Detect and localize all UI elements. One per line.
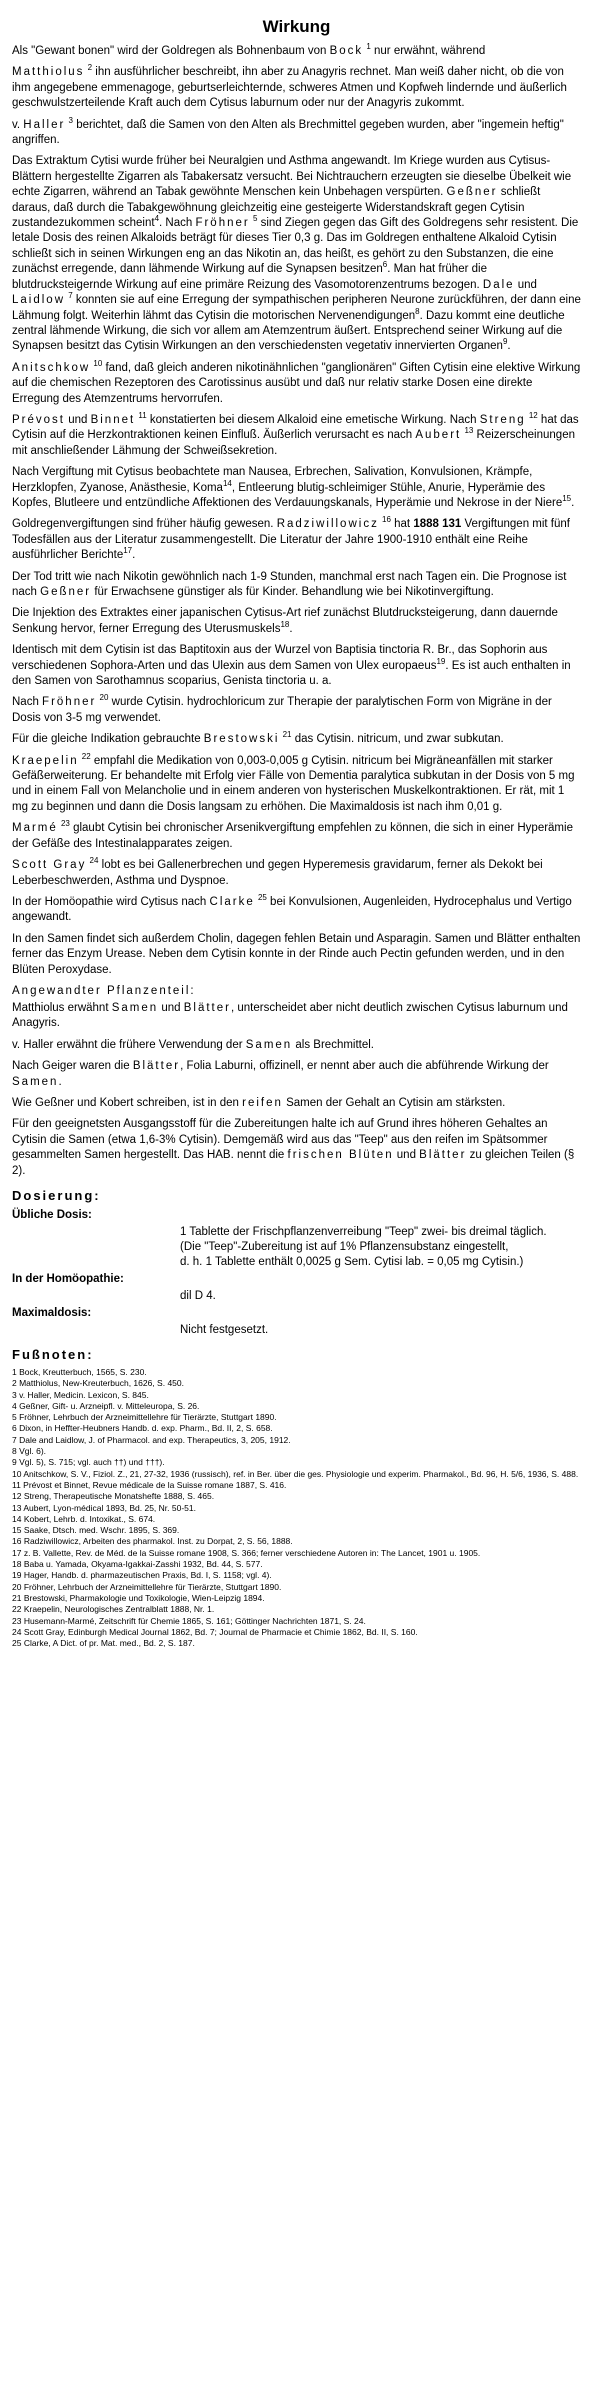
text-run: . bbox=[58, 1075, 62, 1088]
paragraph bbox=[12, 643, 581, 689]
text-run: . Es ist auch enthalten in den Samen von Sarothamnus scoparius, Genista tinctoria u. a. bbox=[12, 659, 571, 688]
paragraph bbox=[12, 115, 581, 149]
footnote-ref: 11 bbox=[138, 411, 147, 421]
footnote: 4 Geßner, Gift- u. Arzneipfl. v. Mitteleuropa, S. 26. bbox=[12, 1400, 200, 1411]
homeo-value: dil D 4. bbox=[180, 1290, 216, 1302]
text-run: . bbox=[132, 549, 136, 562]
paragraph bbox=[12, 732, 581, 747]
paragraph bbox=[12, 44, 581, 59]
footnote-ref: 12 bbox=[528, 411, 538, 421]
text-run: . bbox=[289, 622, 293, 635]
text-run: glaubt Cytisin bei chronischer Arsenikvergiftung empfehlen zu können, die sich in einer Hyperämie der Gefäße des Intestinalapparates zeigen. bbox=[12, 822, 573, 850]
footnote-ref: 9 bbox=[502, 337, 508, 347]
homeo-block bbox=[12, 1272, 581, 1287]
text-run: Das Extraktum Cytisi wurde früher bei Neuralgien und Asthma angewandt. Im Kriege wurden aus Cytisus-Blättern hergestellte Zigarren als Tabakersatz versucht. Bei Nichtrauchern erzeugten sie dieselbe Übelkeit wie echte Zigarren, während an Tabak gewöhnte Menschen kein Unbehagen verspürten. bbox=[12, 155, 572, 199]
footnote-ref: 20 bbox=[99, 693, 109, 703]
text-run: Vergiftungen mit fünf Todesfällen aus der Literatur zusammengestellt. Die Literatur der Jahre 1900-1910 enthält eine Reihe ausführlicher Berichte bbox=[12, 518, 570, 562]
usual-dose-label: Übliche Dosis: bbox=[12, 1209, 92, 1221]
text-run: . bbox=[571, 496, 575, 509]
text-run: . bbox=[507, 340, 511, 353]
main-text bbox=[12, 44, 581, 978]
maxdose-label: Maximaldosis: bbox=[12, 1307, 92, 1319]
usual-dose-line: 1 Tablette der Frischpflanzenverreibung "Teep" zwei- bis dreimal täglich. bbox=[180, 1226, 547, 1238]
footnote: 5 Fröhner, Lehrbuch der Arzneimittellehre für Tierärzte, Stuttgart 1890. bbox=[12, 1412, 277, 1423]
footnote: 7 Dale and Laidlow, J. of Pharmacol. and exp. Therapeutics, 3, 205, 1912. bbox=[12, 1434, 291, 1445]
text-run: Für den geeignetsten Ausgangsstoff für die Zubereitungen halte ich auf Grund ihres höheren Gehaltes an Cytisin die Samen (etwa 1,6-3% Cytisin). Demgemäß wird aus das "Teep" aus den reifen im Spätsommer gesammelten Samen hergestellt. Das HAB. nennt die bbox=[12, 1118, 548, 1162]
footnote: 18 Baba u. Yamada, Okyama-Igakkai-Zasshi 1932, Bd. 44, S. 577. bbox=[12, 1559, 263, 1570]
paragraph bbox=[12, 517, 581, 563]
footnote-ref: 6 bbox=[382, 260, 388, 270]
author-name: Brestowski bbox=[203, 733, 280, 746]
text-run: Für die gleiche Indikation gebrauchte bbox=[12, 733, 204, 746]
paragraph bbox=[12, 932, 581, 978]
paragraph bbox=[12, 1001, 581, 1032]
footnote: 23 Husemann-Marmé, Zeitschrift für Chemie 1865, S. 161; Göttinger Nachrichten 1871, S. 24. bbox=[12, 1615, 366, 1626]
paragraph bbox=[12, 570, 581, 601]
paragraph bbox=[12, 858, 581, 889]
text-run: . Dazu kommt eine deutliche zentral lähmende Wirkung, die sich vor allem am Atemzentrum äußert. Entsprechend seiner Wirkung auf die Synapsen besitzt das Cytisin Wirkungen an den verschiedensten vegetativ innervierten Organen bbox=[12, 309, 565, 353]
text-run: In der Homöopathie wird Cytisus nach bbox=[12, 895, 210, 908]
footnote-ref: 2 bbox=[87, 63, 93, 73]
author-name: Radziwillowicz bbox=[276, 518, 379, 531]
author-name: Geßner bbox=[446, 186, 498, 199]
footnote: 15 Saake, Dtsch. med. Wschr. 1895, S. 369. bbox=[12, 1525, 180, 1536]
paragraph bbox=[12, 1096, 581, 1111]
usual-dose-line: d. h. 1 Tablette enthält 0,0025 g Sem. Cytisi lab. = 0,05 mg Cytisin.) bbox=[180, 1256, 524, 1268]
text-run: empfahl die Medikation von 0,003-0,005 g Cytisin. nitricum bei Migräneanfällen mit starker Gefäßerweiterung. Er behandelte mit Erfolg vier Fälle von Dementia paralytica subkutan in der Dosis von 5 mg und in einem Fall von Melancholie und in einem anderen von hysterischen Muskelkontraktionen. Er rät, mit 1 mg zu beginnen und dann die Dosis langsam zu erhöhen. Die Maximaldosis ist nach ihm 0,01 g. bbox=[12, 754, 575, 813]
footnote-ref: 16 bbox=[382, 515, 391, 525]
paragraph bbox=[12, 1038, 581, 1053]
paragraph bbox=[12, 358, 581, 407]
text-run: konstatierten bei diesem Alkaloid eine emetische Wirkung. Nach bbox=[146, 413, 480, 426]
text-run: und bbox=[514, 278, 537, 291]
paragraph bbox=[12, 413, 581, 459]
author-name: Bock bbox=[329, 45, 364, 57]
paragraph bbox=[12, 1117, 581, 1179]
applied-text bbox=[12, 1001, 581, 1179]
footnote: 25 Clarke, A Dict. of pr. Mat. med., Bd. 2, S. 187. bbox=[12, 1638, 195, 1649]
usual-dose-line: (Die "Teep"-Zubereitung ist auf 1% Pflanzensubstanz eingestellt, bbox=[180, 1241, 509, 1253]
footnote: 1 Bock, Kreutterbuch, 1565, S. 230. bbox=[12, 1367, 147, 1377]
text-run: fand, daß gleich anderen nikotinähnlichen "ganglionären" Giften Cytisin eine elektive Wirkung auf die chemischen Rezeptoren des Carotissinus ausübt und daß nur relativ starke Dosen eine direkte Erregung des Atemzentrums hervorrufen. bbox=[12, 361, 581, 405]
footnote: 12 Streng, Therapeutische Monatshefte 1888, S. 465. bbox=[12, 1491, 215, 1502]
footnote-ref: 10 bbox=[93, 358, 103, 368]
text-run: In den Samen findet sich außerdem Cholin, dagegen fehlen Betain und Asparagin. Samen und Blätter enthalten ferner das Enzym Urease. Neben dem Cytisin konnte in der Rinde auch Pectin gefunden werden, und in den Blüten Peroxydase. bbox=[12, 932, 581, 976]
text-run: Nach Vergiftung mit Cytisus beobachtete man Nausea, Erbrechen, Salivation, Konvulsionen, Krämpfe, Herzklopfen, Zyanose, Anästhesie, Koma bbox=[12, 466, 533, 494]
text-run: Reizerscheinungen mit anschließender Lähmung der Schweißsekretion. bbox=[12, 429, 575, 457]
maxdose-value-block bbox=[12, 1323, 581, 1338]
maxdose-value: Nicht festgesetzt. bbox=[180, 1324, 269, 1336]
text-run: , Entleerung blutig-schleimiger Stühle, Anurie, Hyperämie des Kopfes, Blutleere und entzündliche Affektionen des Verdauungskanals, Hyperämie und Nekrose in der Niere bbox=[12, 481, 563, 509]
text-run: ihn ausführlicher beschreibt, ihn aber zu Anagyris rechnet. Man weiß daher nicht, ob die von ihm angegebene emmenagoge, geburtserleichternde, schweres Atmen und Kopfweh lindernde und äußerlich geschwulstzerteilende Kraft auch dem Cytisus laburnum oder nur der Anagyris zukommt. bbox=[12, 66, 567, 110]
text-run: 1888 bbox=[413, 518, 439, 531]
text-run: schließt daraus, daß durch die Tabakgewöhnung gleichzeitig eine gesteigerte Widerstandskraft gegen Cytisin zustandezukommen scheint bbox=[12, 186, 541, 230]
paragraph bbox=[12, 821, 581, 852]
paragraph bbox=[12, 1059, 581, 1090]
footnote-ref: 13 bbox=[464, 426, 474, 436]
author-name: Prévost bbox=[12, 413, 65, 426]
text-run: Matthiolus erwähnt bbox=[12, 1001, 112, 1014]
footnote: 24 Scott Gray, Edinburgh Medical Journal 1862, Bd. 7; Journal de Pharmacie et Chimie 1862, Bd. II, S. 160. bbox=[12, 1626, 418, 1637]
paragraph bbox=[12, 606, 581, 637]
text-run: als Brechmittel. bbox=[292, 1038, 375, 1051]
footnote-ref: 14 bbox=[222, 478, 232, 488]
footnote-ref: 7 bbox=[68, 291, 73, 301]
footnote-ref: 3 bbox=[68, 115, 73, 125]
paragraph bbox=[12, 65, 581, 111]
author-name: Samen bbox=[12, 1075, 59, 1088]
text-run: Als "Gewant bonen" wird der Goldregen als Bohnenbaum von bbox=[12, 45, 330, 57]
paragraph bbox=[12, 695, 581, 726]
text-run: Goldregenvergiftungen sind früher häufig gewesen. bbox=[12, 518, 277, 531]
footnote: 16 Radziwillowicz, Arbeiten des pharmakol. Inst. zu Dorpat, 2, S. 56, 1888. bbox=[12, 1536, 293, 1547]
text-run: konnten sie auf eine Erregung der sympathischen peripheren Neurone zurückführen, der dann eine Lähmung folgt. Weiterhin lähmt das Cytisin die motorischen Nervenendigungen bbox=[12, 294, 581, 322]
footnote: 11 Prévost et Binnet, Revue médicale de la Suisse romane 1887, S. 416. bbox=[12, 1479, 287, 1490]
paragraph bbox=[12, 895, 581, 926]
text-run: , Folia Laburni, offizinell, er nennt aber auch die abführende Wirkung der bbox=[180, 1060, 549, 1073]
text-run: , unterscheidet aber nicht deutlich zwischen Cytisus laburnum und Anagyris. bbox=[12, 1001, 568, 1030]
footnote: 17 z. B. Vallette, Rev. de Méd. de la Suisse romane 1908, S. 366; ferner verschiedene Autoren in: The Lancet, 1901 u. 1905. bbox=[12, 1547, 481, 1558]
author-name: Fröhner bbox=[195, 217, 250, 230]
footnote-ref: 19 bbox=[436, 656, 446, 666]
text-run: Identisch mit dem Cytisin ist das Baptitoxin aus der Wurzel von Baptisia tinctoria R. Br., das Sophorin aus verschiedenen Sophora-Arten und das Ulexin aus dem Samen von Ulex europaeus bbox=[12, 644, 548, 672]
text-run: v. Haller erwähnt die frühere Verwendung der bbox=[12, 1038, 246, 1051]
paragraph bbox=[12, 465, 581, 511]
author-name: Streng bbox=[479, 413, 526, 426]
author-name: Clarke bbox=[209, 895, 255, 908]
author-name: Laidlow bbox=[12, 294, 65, 307]
text-run: das Cytisin. nitricum, und zwar subkutan. bbox=[291, 733, 504, 746]
paragraph bbox=[12, 751, 581, 816]
text-run: sind Ziegen gegen das Gift des Goldregens sehr resistent. Die letale Dosis des reinen Alkaloids beträgt für dieses Tier 0,3 g. Das im Goldregen enthaltene Alkaloid Cytisin schließt sich in seinen Wirkungen eng an das Nikotin an, das heißt, es gehört zu den Substanzen, die eine zunächst erregende, dann lähmende Wirkung auf die Synapsen besitzen bbox=[12, 217, 579, 276]
text-run: Nach bbox=[12, 696, 43, 709]
footnote-ref: 25 bbox=[257, 893, 267, 903]
text-run: hat bbox=[390, 518, 414, 531]
text-run: berichtet, daß die Samen von den Alten als Brechmittel gegeben wurden, aber "ingemein heftig" angriffen. bbox=[12, 118, 564, 147]
footnote: 3 v. Haller, Medicin. Lexicon, S. 845. bbox=[12, 1389, 149, 1400]
paragraph bbox=[12, 154, 581, 354]
usual-dose-text-block bbox=[12, 1225, 581, 1270]
text-run: Samen der Gehalt an Cytisin am stärksten. bbox=[282, 1096, 506, 1109]
footnote: 14 Kobert, Lehrb. d. Intoxikat., S. 674. bbox=[12, 1513, 156, 1524]
text-run: 131 bbox=[442, 518, 462, 531]
maxdose-block bbox=[12, 1306, 581, 1321]
footnote: 2 Matthiolus, New-Kreuterbuch, 1626, S. 450. bbox=[12, 1378, 184, 1389]
author-name: Samen bbox=[111, 1001, 159, 1014]
author-name: Geßner bbox=[40, 586, 92, 598]
text-run: Nach Geiger waren die bbox=[12, 1060, 133, 1073]
text-run: Wie Geßner und Kobert schreiben, ist in den bbox=[12, 1096, 243, 1109]
homeo-label: In der Homöopathie: bbox=[12, 1273, 124, 1285]
footnote: 20 Fröhner, Lehrbuch der Arzneimittellehre für Tierärzte, Stuttgart 1890. bbox=[12, 1581, 282, 1592]
footnote-ref: 1 bbox=[366, 42, 371, 52]
author-name: Blätter bbox=[183, 1001, 231, 1014]
author-name: Anitschkow bbox=[12, 361, 91, 374]
text-run: lobt es bei Gallenerbrechen und gegen Hyperemesis gravidarum, ferner als Dekokt bei Leberbeschwerden, Asthma und Dyspnoe. bbox=[12, 859, 543, 887]
footnote-ref: 24 bbox=[89, 856, 99, 866]
applied-heading: Angewandter Pflanzenteil: bbox=[12, 984, 196, 997]
footnote-ref: 23 bbox=[60, 819, 70, 829]
footnote: 13 Aubert, Lyon-médical 1893, Bd. 25, Nr. 50-51. bbox=[12, 1502, 196, 1513]
text-run: und bbox=[158, 1001, 184, 1014]
text-run: wurde Cytisin. hydrochloricum zur Therapie der paralytischen Form von Migräne in der Dosis von 3-5 mg verwendet. bbox=[12, 696, 552, 724]
footnote: 6 Dixon, in Heffter-Heubners Handb. d. exp. Pharm., Bd. II, 2, S. 658. bbox=[12, 1423, 273, 1434]
author-name: Samen bbox=[245, 1038, 293, 1051]
author-name: Binnet bbox=[90, 413, 136, 426]
text-run: nur erwähnt, während bbox=[370, 45, 486, 57]
author-name: Blätter bbox=[419, 1149, 467, 1162]
footnote-ref: 21 bbox=[282, 730, 292, 740]
page-title: Wirkung bbox=[262, 17, 331, 36]
text-run: Die Injektion des Extraktes einer japanischen Cytisus-Art rief zunächst Blutdrucksteigerung, dann dauernde Senkung hervor, ferner Erregung des Uterusmuskels bbox=[12, 607, 558, 635]
footnote: 9 Vgl. 5), S. 715; vgl. auch ††) und †††). bbox=[12, 1457, 165, 1468]
footnote: 19 Hager, Handb. d. pharmazeutischen Praxis, Bd. I, S. 1158; vgl. 4). bbox=[12, 1570, 272, 1581]
footnote-list bbox=[12, 1367, 581, 1649]
footnote-ref: 17 bbox=[123, 546, 133, 556]
footnote-ref: 4 bbox=[154, 214, 160, 224]
text-run: für Erwachsene günstiger als für Kinder. Behandlung wie bei Nikotinvergiftung. bbox=[91, 586, 494, 598]
footnote-ref: 8 bbox=[415, 306, 420, 316]
footnote: 8 Vgl. 6). bbox=[12, 1446, 47, 1457]
author-name: Dale bbox=[482, 278, 515, 291]
text-run: v. bbox=[12, 118, 24, 131]
usual-dose-text bbox=[180, 1225, 550, 1270]
footnote: 10 Anitschkow, S. V., Fiziol. Z., 21, 27-32, 1936 (russisch), ref. in Ber. über die ges. Physiologie und experim. Pharmakol., Bd. 96, H. 5/6, 1936, S. 488. bbox=[12, 1468, 579, 1479]
footnote-ref: 5 bbox=[252, 214, 258, 224]
author-name: Blätter bbox=[132, 1060, 181, 1073]
text-run: . Man hat früher die blutdrucksteigernde Wirkung auf eine primäre Reizung des Vasomotorenzentrums bezogen. bbox=[12, 263, 487, 291]
author-name: Haller bbox=[23, 118, 66, 131]
author-name: frischen Blüten bbox=[287, 1149, 394, 1162]
text-run: und bbox=[393, 1149, 420, 1162]
text-run: . Nach bbox=[159, 217, 196, 230]
author-name: Kraepelin bbox=[12, 754, 79, 767]
text-run: zu gleichen Teilen (§ 2). bbox=[12, 1149, 575, 1177]
footnote-ref: 22 bbox=[81, 751, 91, 761]
footnote: 22 Kraepelin, Neurologisches Zentralblatt 1888, Nr. 1. bbox=[12, 1604, 215, 1615]
footnote: 21 Brestowski, Pharmakologie und Toxikologie, Wien-Leipzig 1894. bbox=[12, 1592, 265, 1603]
dosierung-heading: Dosierung: bbox=[12, 1188, 101, 1203]
homeo-value-block bbox=[12, 1289, 581, 1304]
author-name: Scott Gray bbox=[12, 859, 87, 872]
text-run: bei Konvulsionen, Augenleiden, Hydrocephalus und Vertigo angewandt. bbox=[12, 895, 572, 924]
author-name: Aubert bbox=[415, 429, 462, 442]
footnotes-heading: Fußnoten: bbox=[12, 1347, 94, 1362]
text-run: Der Tod tritt wie nach Nikotin gewöhnlich nach 1-9 Stunden, manchmal erst nach Tagen ein. Die Prognose ist nach bbox=[12, 570, 567, 598]
footnote-ref: 15 bbox=[562, 494, 572, 504]
text-run: und bbox=[65, 413, 91, 426]
author-name: Marmé bbox=[12, 822, 58, 835]
text-run: hat das Cytisin auf die Herzkontraktionen keinen Einfluß. Äußerlich verursacht es nach bbox=[12, 413, 579, 442]
author-name: Fröhner bbox=[42, 696, 97, 709]
author-name: reifen bbox=[242, 1096, 283, 1109]
footnote-ref: 18 bbox=[280, 619, 290, 629]
usual-dose-block bbox=[12, 1208, 581, 1223]
author-name: Matthiolus bbox=[12, 66, 85, 79]
